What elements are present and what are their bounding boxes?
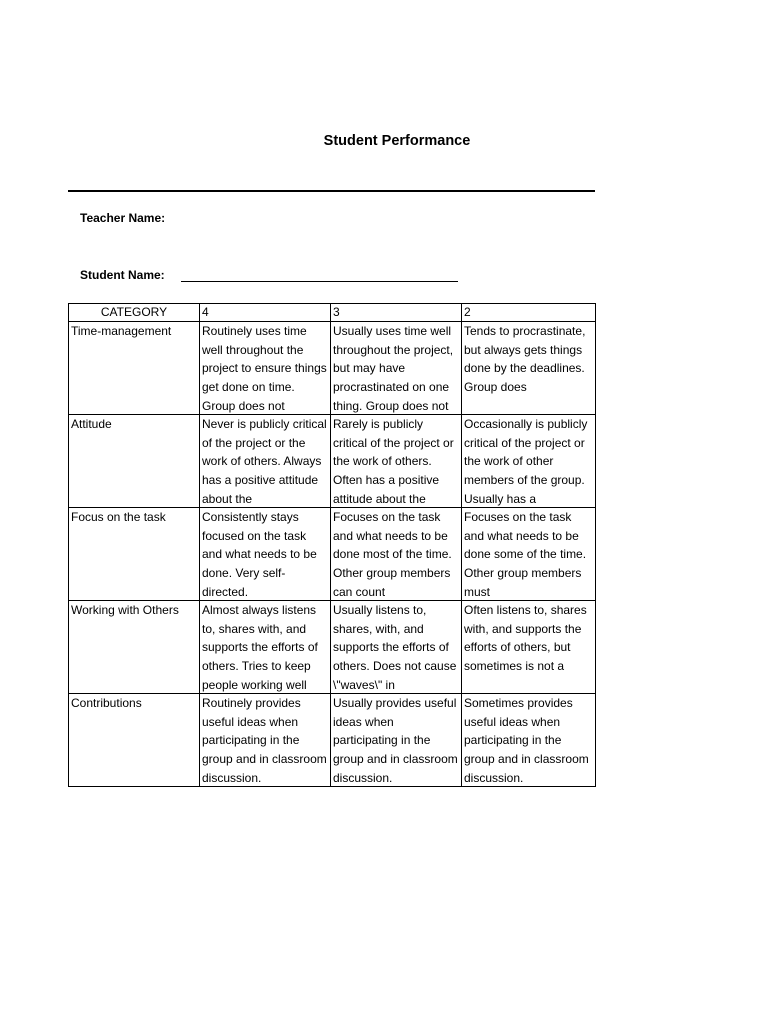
cell-text: Focuses on the task and what needs to be done most of the time. Other group members can count: [333, 510, 452, 599]
cell-text: Almost always listens to, shares with, and supports the efforts of others. Tries to keep people working well: [202, 603, 318, 692]
table-row: [69, 508, 596, 601]
category-label: Focus on the task: [71, 510, 166, 524]
cell-text: Never is publicly critical of the project or the work of others. Always has a positive attitude about the: [202, 417, 327, 506]
cell-text: Tends to procrastinate, but always gets things done by the deadlines. Group does: [464, 324, 586, 395]
header-score-4: 4: [200, 304, 331, 322]
table-cell: [200, 601, 331, 694]
table-row: [69, 322, 596, 415]
table-cell: [462, 601, 596, 694]
table-cell: [462, 508, 596, 601]
header-score-2: 2: [462, 304, 596, 322]
cell-text: Consistently stays focused on the task and what needs to be done. Very self-directed.: [202, 510, 317, 599]
student-name-label: Student Name:: [80, 268, 165, 282]
cell-text: Routinely uses time well throughout the project to ensure things get done on time. Group does not: [202, 324, 327, 413]
student-name-blank-line: [181, 281, 458, 282]
header-category: CATEGORY: [69, 304, 200, 322]
row-category-time-management: [69, 322, 200, 415]
table-cell: [200, 322, 331, 415]
table-cell: [331, 322, 462, 415]
cell-text: Occasionally is publicly critical of the project or the work of other members of the group. Usually has a: [464, 417, 588, 506]
table-cell: [331, 508, 462, 601]
category-label: Attitude: [71, 417, 112, 431]
row-category-contributions: [69, 694, 200, 787]
title-divider: [68, 190, 595, 192]
cell-text: Sometimes provides useful ideas when participating in the group and in classroom discussion.: [464, 696, 589, 785]
category-label: Time-management: [71, 324, 172, 338]
table-cell: [200, 415, 331, 508]
table-row: [69, 415, 596, 508]
table-cell: [331, 694, 462, 787]
row-category-attitude: [69, 415, 200, 508]
cell-text: Routinely provides useful ideas when participating in the group and in classroom discussion.: [202, 696, 327, 785]
header-score-3: 3: [331, 304, 462, 322]
table-row: [69, 694, 596, 787]
table-cell: [462, 322, 596, 415]
table-cell: [200, 694, 331, 787]
table-cell: [462, 694, 596, 787]
category-label: Contributions: [71, 696, 142, 710]
table-cell: [462, 415, 596, 508]
table-cell: [331, 601, 462, 694]
cell-text: Often listens to, shares with, and supports the efforts of others, but sometimes is not a: [464, 603, 587, 674]
table-cell: [331, 415, 462, 508]
page-title: Student Performance: [323, 133, 471, 149]
cell-text: Focuses on the task and what needs to be done some of the time. Other group members must: [464, 510, 587, 599]
cell-text: Usually uses time well throughout the project, but may have procrastinated on one thing. Group does not: [333, 324, 454, 413]
rubric-header-row: [69, 304, 596, 322]
table-row: [69, 601, 596, 694]
teacher-name-label: Teacher Name:: [80, 211, 166, 225]
rubric-table: [68, 303, 596, 787]
cell-text: Usually listens to, shares, with, and supports the efforts of others. Does not cause \"waves\" in: [333, 603, 457, 692]
cell-text: Rarely is publicly critical of the project or the work of others. Often has a positive attitude about the: [333, 417, 454, 506]
row-category-working-with-others: [69, 601, 200, 694]
table-cell: [200, 508, 331, 601]
cell-text: Usually provides useful ideas when participating in the group and in classroom discussion.: [333, 696, 458, 785]
row-category-focus-on-task: [69, 508, 200, 601]
category-label: Working with Others: [71, 603, 179, 617]
